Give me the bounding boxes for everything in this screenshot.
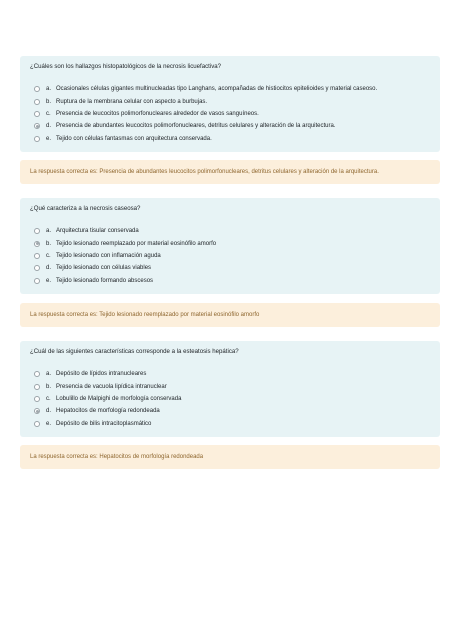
question-text: ¿Cuáles son los hallazgos histopatológicos de la necrosis licuefactiva?	[30, 63, 222, 70]
question-text: ¿Cuál de las siguientes características corresponde a la esteatosis hepática?	[30, 348, 239, 355]
option-letter: a.	[46, 86, 52, 93]
option-letter: b.	[46, 240, 52, 247]
radio-unchecked-icon[interactable]	[34, 99, 40, 105]
radio-dot-icon	[36, 125, 39, 128]
option-text: Ocasionales células gigantes multinucleadas tipo Langhans, acompañadas de histiocitos epitelioides y material caseoso.	[56, 86, 378, 93]
option-letter: b.	[46, 98, 52, 105]
answer-option[interactable]	[30, 83, 430, 95]
option-letter: b.	[46, 383, 52, 390]
radio-unchecked-icon[interactable]	[34, 384, 40, 390]
option-letter: e.	[46, 135, 52, 142]
radio-unchecked-icon[interactable]	[34, 228, 40, 234]
option-letter: e.	[46, 277, 52, 284]
answer-option[interactable]	[30, 225, 430, 237]
option-letter: d.	[46, 408, 52, 415]
option-text: Presencia de vacuola lipídica intranuclear	[56, 383, 167, 390]
feedback-correct-answer-3: La respuesta correcta es: Hepatocitos de morfología redondeada	[20, 445, 440, 469]
answer-option[interactable]	[30, 393, 430, 405]
answer-option[interactable]	[30, 275, 430, 287]
answer-option[interactable]	[30, 368, 430, 380]
option-text: Tejido lesionado con inflamación aguda	[56, 252, 161, 259]
answer-option[interactable]	[30, 95, 430, 107]
radio-checked-icon[interactable]	[34, 408, 40, 414]
radio-unchecked-icon[interactable]	[34, 86, 40, 92]
answer-option[interactable]	[30, 133, 430, 145]
answer-option[interactable]	[30, 108, 430, 120]
radio-unchecked-icon[interactable]	[34, 265, 40, 271]
radio-dot-icon	[36, 242, 39, 245]
question-card-3	[20, 341, 440, 437]
option-letter: c.	[46, 110, 51, 117]
option-text: Tejido lesionado reemplazado por material eosinófilo amorfo	[56, 240, 217, 247]
option-letter: d.	[46, 123, 52, 130]
answer-option[interactable]	[30, 120, 430, 132]
option-letter: d.	[46, 265, 52, 272]
feedback-correct-answer-2: La respuesta correcta es: Tejido lesionado reemplazado por material eosinófilo amorfo	[20, 303, 440, 327]
answer-option[interactable]	[30, 405, 430, 417]
radio-unchecked-icon[interactable]	[34, 136, 40, 142]
option-text: Depósito de lípidos intranucleares	[56, 371, 147, 378]
radio-unchecked-icon[interactable]	[34, 253, 40, 259]
options-list	[30, 83, 430, 145]
answer-option[interactable]	[30, 262, 430, 274]
option-text: Tejido con células fantasmas con arquitectura conservada.	[56, 135, 212, 142]
question-text: ¿Qué caracteriza a la necrosis caseosa?	[30, 205, 141, 212]
option-letter: c.	[46, 252, 51, 259]
option-text: Ruptura de la membrana celular con aspecto a burbujas.	[56, 98, 208, 105]
radio-checked-icon[interactable]	[34, 123, 40, 129]
options-list	[30, 368, 430, 430]
answer-option[interactable]	[30, 237, 430, 249]
radio-unchecked-icon[interactable]	[34, 111, 40, 117]
radio-unchecked-icon[interactable]	[34, 396, 40, 402]
radio-checked-icon[interactable]	[34, 241, 40, 247]
radio-unchecked-icon[interactable]	[34, 371, 40, 377]
option-text: Arquitectura tisular conservada	[56, 228, 139, 235]
option-letter: e.	[46, 420, 52, 427]
option-text: Presencia de leucocitos polimorfonucleares alrededor de vasos sanguíneos.	[56, 110, 259, 117]
answer-option[interactable]	[30, 418, 430, 430]
question-card-2	[20, 198, 440, 294]
option-text: Lobulillo de Malpighi de morfología conservada	[56, 395, 182, 402]
radio-unchecked-icon[interactable]	[34, 278, 40, 284]
option-text: Hepatocitos de morfología redondeada	[56, 408, 160, 415]
options-list	[30, 225, 430, 287]
option-text: Presencia de abundantes leucocitos polimorfonucleares, detritus celulares y alteración de la arquitectura.	[56, 123, 336, 130]
option-text: Depósito de bilis intracitoplasmático	[56, 420, 152, 427]
option-letter: a.	[46, 371, 52, 378]
answer-option[interactable]	[30, 380, 430, 392]
option-letter: c.	[46, 395, 51, 402]
question-card-1	[20, 56, 440, 152]
option-text: Tejido lesionado formando abscesos	[56, 277, 154, 284]
radio-dot-icon	[36, 410, 39, 413]
answer-option[interactable]	[30, 250, 430, 262]
option-letter: a.	[46, 228, 52, 235]
radio-unchecked-icon[interactable]	[34, 421, 40, 427]
option-text: Tejido lesionado con células viables	[56, 265, 152, 272]
feedback-correct-answer-1: La respuesta correcta es: Presencia de abundantes leucocitos polimorfonucleares, detritus celulares y alteración de la arquitectura.	[20, 160, 440, 184]
